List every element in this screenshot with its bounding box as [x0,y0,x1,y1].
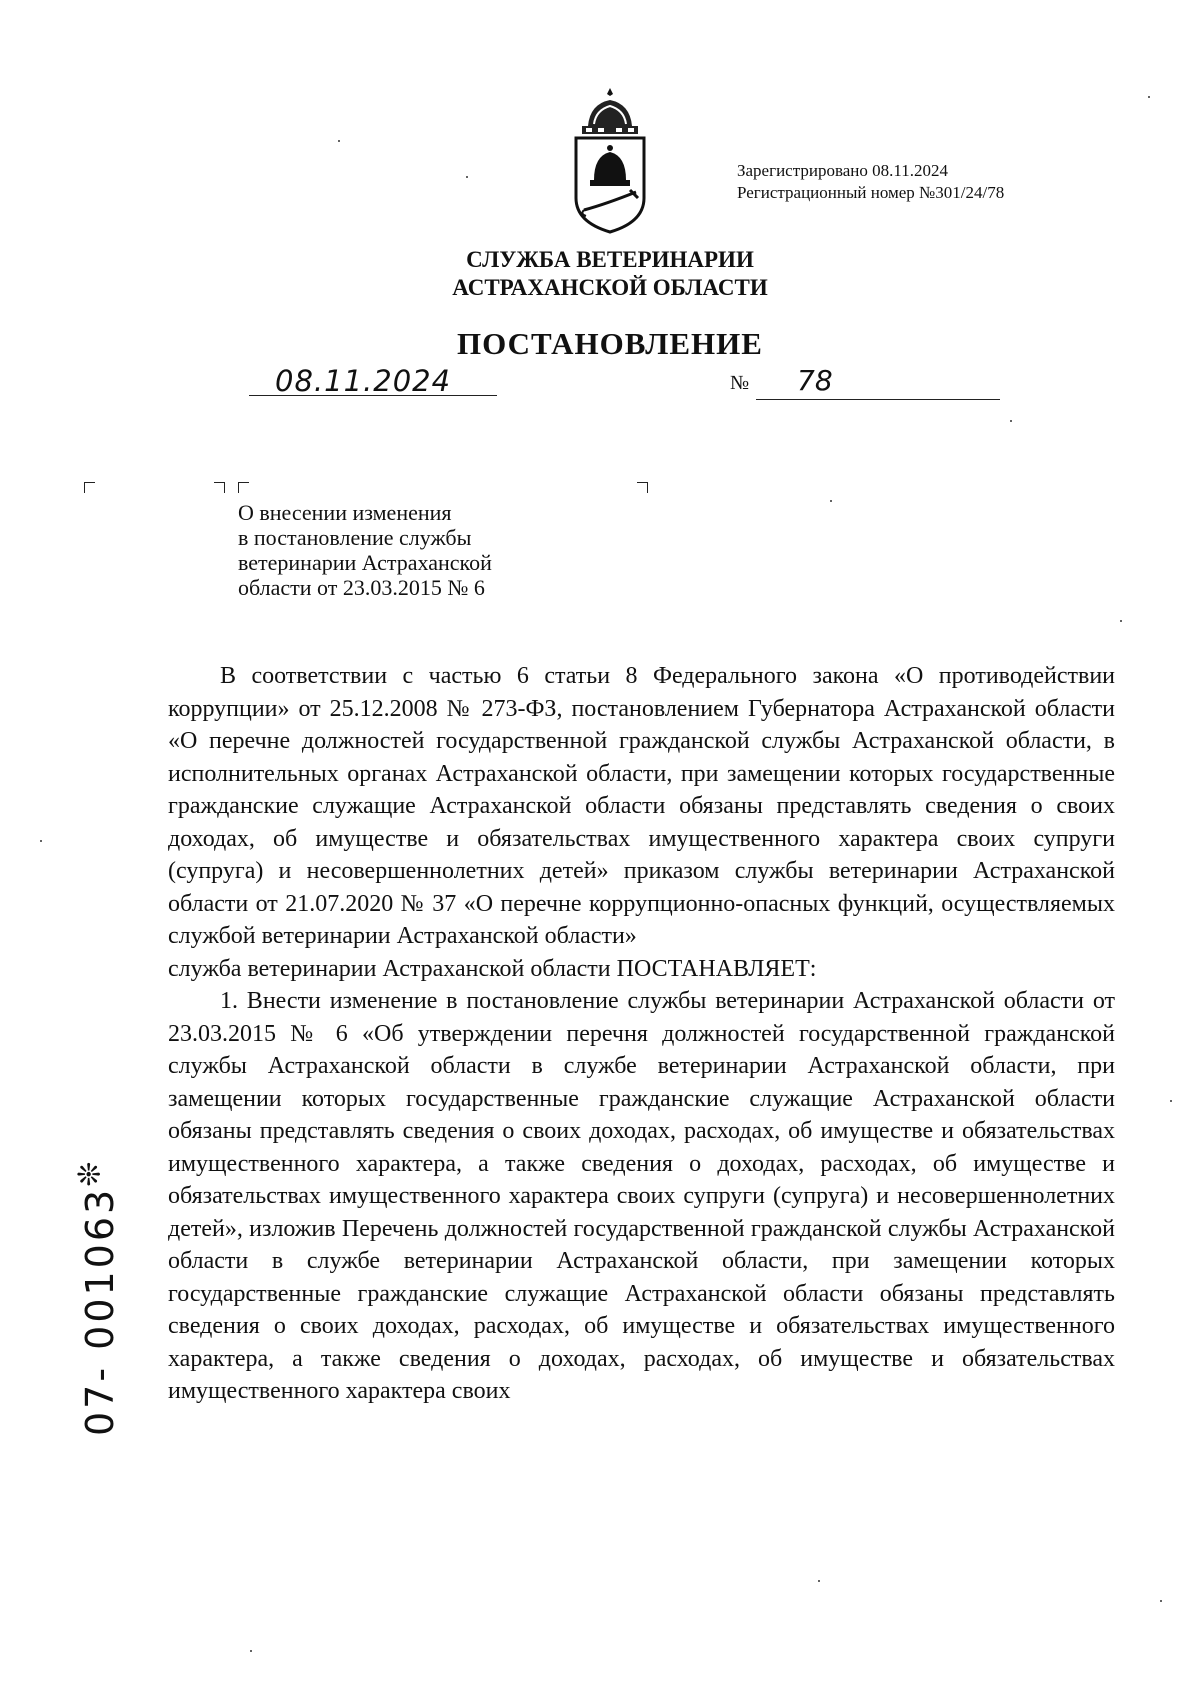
date-underline [249,394,497,396]
scan-speck [1148,96,1150,98]
corner-bracket [637,482,648,493]
corner-bracket [84,482,95,493]
corner-bracket [238,482,249,493]
organization-name [0,246,1200,302]
scan-speck [1170,1100,1172,1102]
corner-bracket [214,482,225,493]
side-registration-stamp: 07- 001063 [78,1186,122,1436]
number-underline [756,398,1000,400]
subject-line: в постановление службы [238,525,472,550]
registration-stamp [737,160,1004,204]
coat-of-arms-icon [566,86,654,236]
handwritten-number: 78 [797,364,833,397]
item-1-paragraph: 1. Внести изменение в постановление службы ветеринарии Астраханской области от 23.03.2015 № 6 «Об утверждении перечня должностей государственной гражданской службы Астраханской области в службе ветеринарии Астраханской области, при замещении которых государственные гражданские служащие Астраханской области обязаны представлять сведения о своих доходах, расходах, об имуществе и обязательствах имущественного характера, а также сведения о доходах, расходах, об имуществе и обязательствах имущественного характера своих супруги (супруга) и несовершеннолетних детей», изложив Перечень должностей государственной гражданской службы Астраханской области в службе ветеринарии Астраханской области, при замещении которых государственные гражданские служащие Астраханской области обязаны представлять сведения о своих доходах, расходах, об имуществе и обязательствах имущественного характера, а также сведения о доходах, расходах, об имуществе и обязательствах имущественного характера своих [168,988,1115,1404]
scan-speck [1160,1600,1162,1602]
scan-speck [818,1580,820,1582]
number-label: № [730,372,750,394]
scan-speck [40,840,42,842]
document-subject [238,500,598,600]
scan-speck [830,500,832,502]
registration-date: Зарегистрировано 08.11.2024 [737,161,949,180]
preamble-paragraph: В соответствии с частью 6 статьи 8 Федерального закона «О противодействии коррупции» от 25.12.2008 № 273-ФЗ, постановлением Губернатора Астраханской области «О перечне должностей государственной гражданской службы Астраханской области, в исполнительных органах Астраханской области, при замещении которых государственные гражданские служащие Астраханской области обязаны представлять сведения о своих доходах, об имуществе и обязательствах имущественного характера своих супруги (супруга) и несовершеннолетних детей» приказом службы ветеринарии Астраханской области от 21.07.2020 № 37 «О перечне коррупционно-опасных функций, осуществляемых службой ветеринарии Астраханской области» [168,663,1115,949]
scan-speck [466,176,468,178]
side-asterisk-mark: ❊ [76,1158,102,1193]
handwritten-date: 08.11.2024 [275,364,452,398]
subject-line: области от 23.03.2015 № 6 [238,575,485,600]
scan-speck [1120,620,1122,622]
organization-line-1: СЛУЖБА ВЕТЕРИНАРИИ [466,247,754,272]
organization-line-2: АСТРАХАНСКОЙ ОБЛАСТИ [452,275,768,300]
subject-line: ветеринарии Астраханской [238,550,492,575]
scan-speck [1010,420,1012,422]
subject-line: О внесении изменения [238,500,452,525]
registration-number: Регистрационный номер №301/24/78 [737,183,1005,202]
scan-speck [338,140,340,142]
document-body [168,660,1115,1408]
scan-speck [250,1650,252,1652]
resolution-line: служба ветеринарии Астраханской области ПОСТАНАВЛЯЕТ: [168,955,817,982]
document-type-title: ПОСТАНОВЛЕНИЕ [457,326,763,361]
